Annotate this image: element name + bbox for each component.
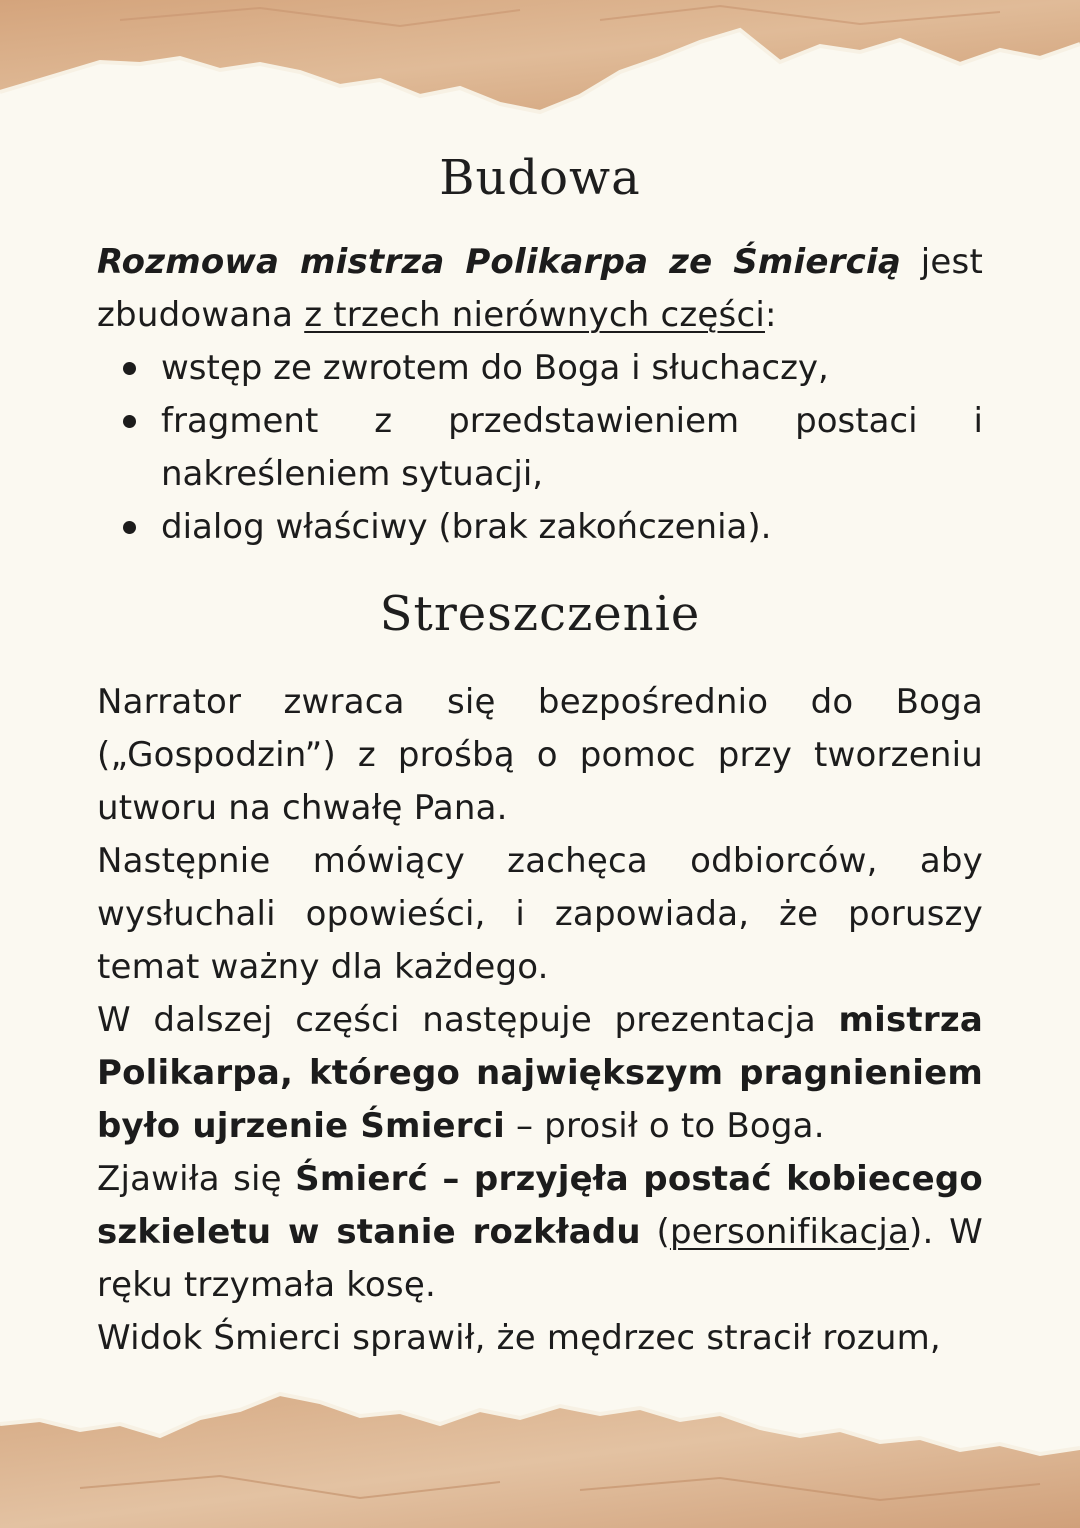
summary-paragraph-4 [97, 1153, 983, 1312]
list-item-text: wstęp ze zwrotem do Boga i słuchaczy, [161, 348, 829, 388]
streszczenie-heading: Streszczenie [379, 586, 701, 642]
structure-list [97, 342, 983, 554]
list-item-text: dialog właściwy (brak zakończenia). [161, 507, 772, 547]
intro-underlined-phrase: z trzech nierównych części [304, 295, 765, 335]
torn-paper-bottom [0, 1358, 1080, 1528]
bullet-icon [123, 362, 136, 375]
summary-paragraph-5: Widok Śmierci sprawił, że mędrzec stracił rozum, [97, 1318, 941, 1358]
bullet-icon [123, 521, 136, 534]
list-item-text: fragment z przedstawieniem postaci i nakreśleniem sytuacji, [161, 401, 983, 494]
bullet-icon [123, 415, 136, 428]
budowa-intro [97, 236, 983, 342]
p3-tail: – prosił o to Boga. [515, 1106, 825, 1146]
list-item [161, 395, 983, 501]
summary-paragraph-2: Następnie mówiący zachęca odbiorców, aby wysłuchali opowieści, i zapowiada, że poruszy temat ważny dla każdego. [97, 841, 983, 987]
summary-paragraph-1: Narrator zwraca się bezpośrednio do Boga („Gospodzin”) z prośbą o pomoc przy tworzeniu utworu na chwałę Pana. [97, 682, 983, 828]
p3-bold: mistrza Polikarpa, którego największym pragnieniem było ujrzenie Śmierci [97, 1000, 983, 1146]
p4-bold: Śmierć – przyjęła postać kobiecego szkieletu w stanie rozkładu [97, 1159, 983, 1252]
list-item [161, 342, 983, 395]
intro-zbudowana: zbudowana [97, 295, 294, 335]
p4-underlined-term: personifikacja [669, 1212, 910, 1252]
torn-paper-top [0, 0, 1080, 140]
intro-jest: jest [920, 242, 983, 282]
p4-tail: ). W ręku trzymała kosę. [97, 1212, 983, 1305]
intro-colon: : [764, 295, 777, 335]
page-content [97, 138, 983, 1365]
p4-lead: Zjawiła się [97, 1159, 282, 1199]
p3-lead: W dalszej części następuje prezentacja [97, 1000, 816, 1040]
summary-paragraph-3 [97, 994, 983, 1153]
work-title: Rozmowa mistrza Polikarpa ze Śmiercią [97, 242, 901, 282]
p4-open-paren: ( [656, 1212, 670, 1252]
list-item [161, 501, 983, 554]
budowa-heading: Budowa [439, 150, 641, 206]
